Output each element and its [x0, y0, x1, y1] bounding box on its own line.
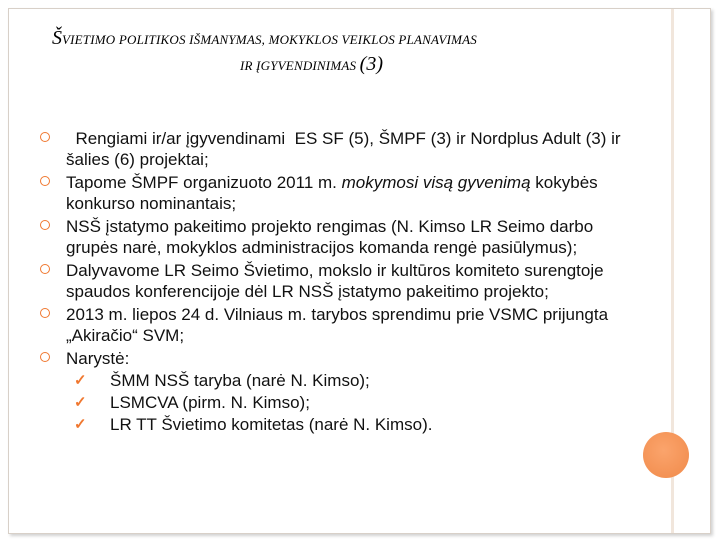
list-item: [40, 216, 640, 258]
list-item: [40, 128, 640, 170]
title-line-1-text: VIETIMO POLITIKOS IŠMANYMAS, MOKYKLOS VEIKLOS PLANAVIMAS: [62, 32, 477, 47]
list-item: [40, 304, 640, 346]
membership-item-text: LSMCVA (pirm. N. Kimso);: [110, 393, 310, 412]
membership-item-text: LR TT Švietimo komitetas (narė N. Kimso).: [110, 415, 433, 434]
circle-bullet-icon: [40, 352, 50, 362]
checkmark-icon: ✓: [74, 394, 87, 411]
list-item-text: 2013 m. liepos 24 d. Vilniaus m. tarybos sprendimu prie VSMC prijungta „Akiračio“ SVM;: [66, 305, 609, 345]
list-item: [40, 260, 640, 302]
circle-bullet-icon: [40, 132, 50, 142]
list-item-text: Narystė:: [66, 349, 130, 368]
checkmark-icon: ✓: [74, 416, 87, 433]
membership-item: [66, 392, 640, 414]
title-line-2-text: IR ĮGYVENDINIMAS: [240, 58, 360, 73]
list-item-text: Tapome ŠMPF organizuoto 2011 m.: [66, 173, 342, 192]
title-initial: Š: [52, 27, 62, 49]
list-item-text: kokybės konkurso nominantais;: [66, 173, 598, 213]
circle-bullet-icon: [40, 308, 50, 318]
bullet-list: [40, 128, 640, 438]
list-item-text: Rengiami ir/ar įgyvendinami ES SF (5), ŠMPF (3) ir Nordplus Adult (3) ir šalies (6) projektai;: [66, 129, 631, 169]
checkmark-icon: ✓: [74, 372, 87, 389]
title-number: (3): [359, 53, 383, 75]
list-item: [40, 172, 640, 214]
list-item-text: NSŠ įstatymo pakeitimo projekto rengimas (N. Kimso LR Seimo darbo grupės narė, mokyklos administracijos komanda rengė pasiūlymus);: [66, 217, 594, 257]
title-line-2: [240, 50, 383, 80]
list-item: [40, 348, 640, 436]
accent-circle: [643, 432, 689, 478]
list-item-text: Dalyvavome LR Seimo Švietimo, mokslo ir kultūros komiteto surengtoje spaudos konferencijoje dėl LR NSŠ įstatymo pakeitimo projekto;: [66, 261, 604, 301]
membership-list: [66, 370, 640, 436]
circle-bullet-icon: [40, 220, 50, 230]
membership-item: [66, 414, 640, 436]
circle-bullet-icon: [40, 264, 50, 274]
list-item-emphasis: mokymosi visą gyvenimą: [341, 173, 531, 192]
membership-item: [66, 370, 640, 392]
circle-bullet-icon: [40, 176, 50, 186]
membership-item-text: ŠMM NSŠ taryba (narė N. Kimso);: [110, 371, 370, 390]
